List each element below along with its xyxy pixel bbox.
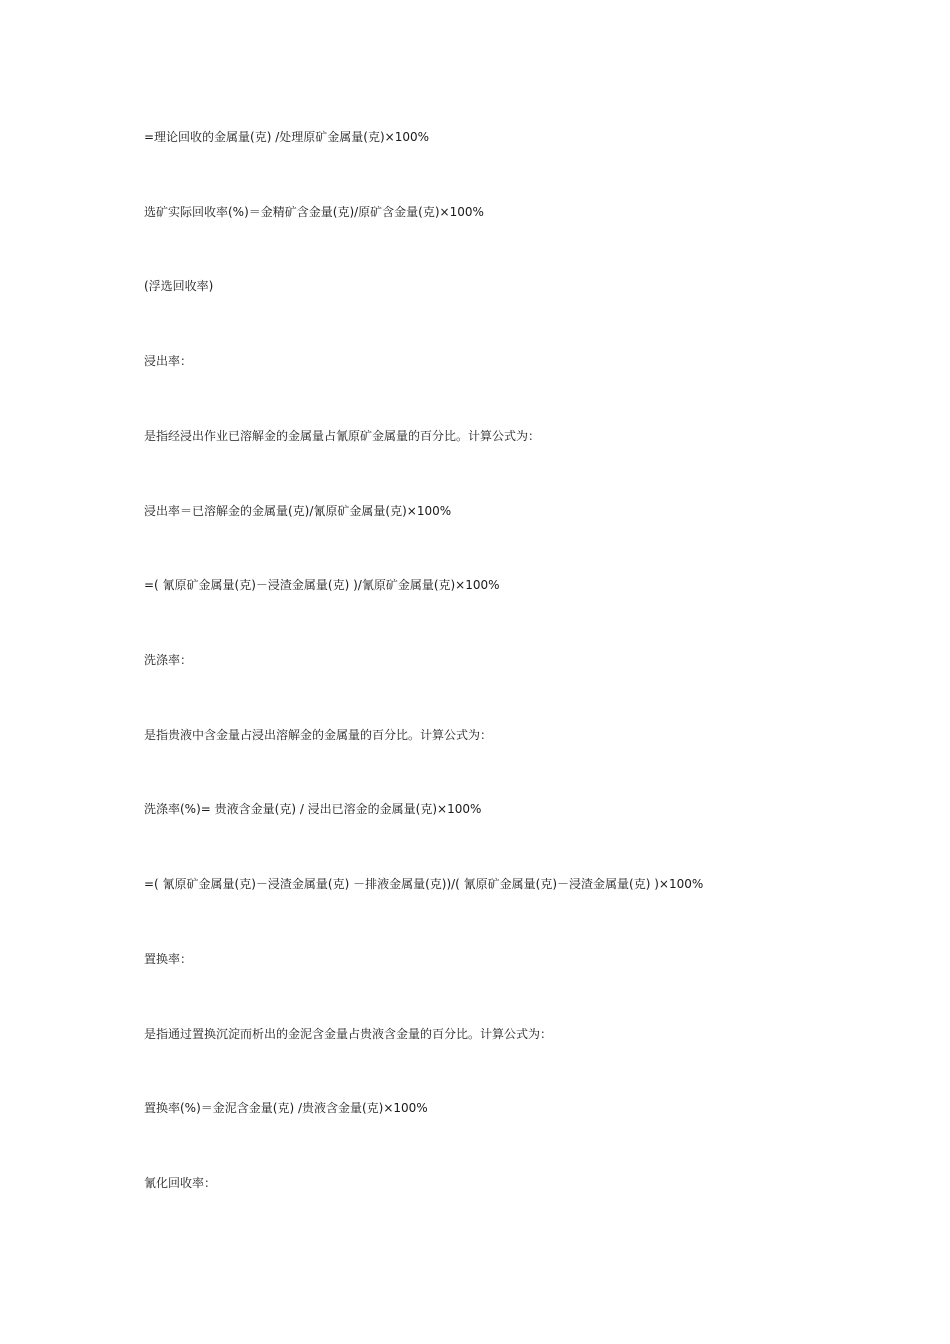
formula-actual-recovery: 选矿实际回收率(%)＝金精矿含金量(克)/原矿含金量(克)×100% xyxy=(144,205,484,219)
heading-cyanidation-recovery: 氰化回收率： xyxy=(144,1176,217,1190)
definition-replacement-rate: 是指通过置换沉淀而析出的金泥含金量占贵液含金量的百分比。计算公式为： xyxy=(144,1027,553,1041)
formula-theoretical-recovery: =理论回收的金属量(克) /处理原矿金属量(克)×100% xyxy=(144,130,430,144)
definition-washing-rate: 是指贵液中含金量占浸出溶解金的金属量的百分比。计算公式为： xyxy=(144,728,493,742)
note-flotation-recovery: (浮选回收率) xyxy=(144,279,214,293)
definition-leaching-rate: 是指经浸出作业已溶解金的金属量占氰原矿金属量的百分比。计算公式为： xyxy=(144,429,541,443)
heading-washing-rate: 洗涤率： xyxy=(144,653,193,667)
formula-replacement-rate: 置换率(%)＝金泥含金量(克) /贵液含金量(克)×100% xyxy=(144,1101,428,1115)
formula-washing-rate: 洗涤率(%)= 贵液含金量(克) / 浸出已溶金的金属量(克)×100% xyxy=(144,802,482,816)
heading-leaching-rate: 浸出率： xyxy=(144,354,193,368)
heading-replacement-rate: 置换率： xyxy=(144,952,193,966)
formula-leaching-rate: 浸出率＝已溶解金的金属量(克)/氰原矿金属量(克)×100% xyxy=(144,504,452,518)
formula-leaching-rate-expanded: =( 氰原矿金属量(克)－浸渣金属量(克) )/氰原矿金属量(克)×100% xyxy=(144,578,500,592)
formula-washing-rate-expanded: =( 氰原矿金属量(克)－浸渣金属量(克) －排液金属量(克))/( 氰原矿金属量(克)－浸渣金属量(克) )×100% xyxy=(144,877,704,891)
